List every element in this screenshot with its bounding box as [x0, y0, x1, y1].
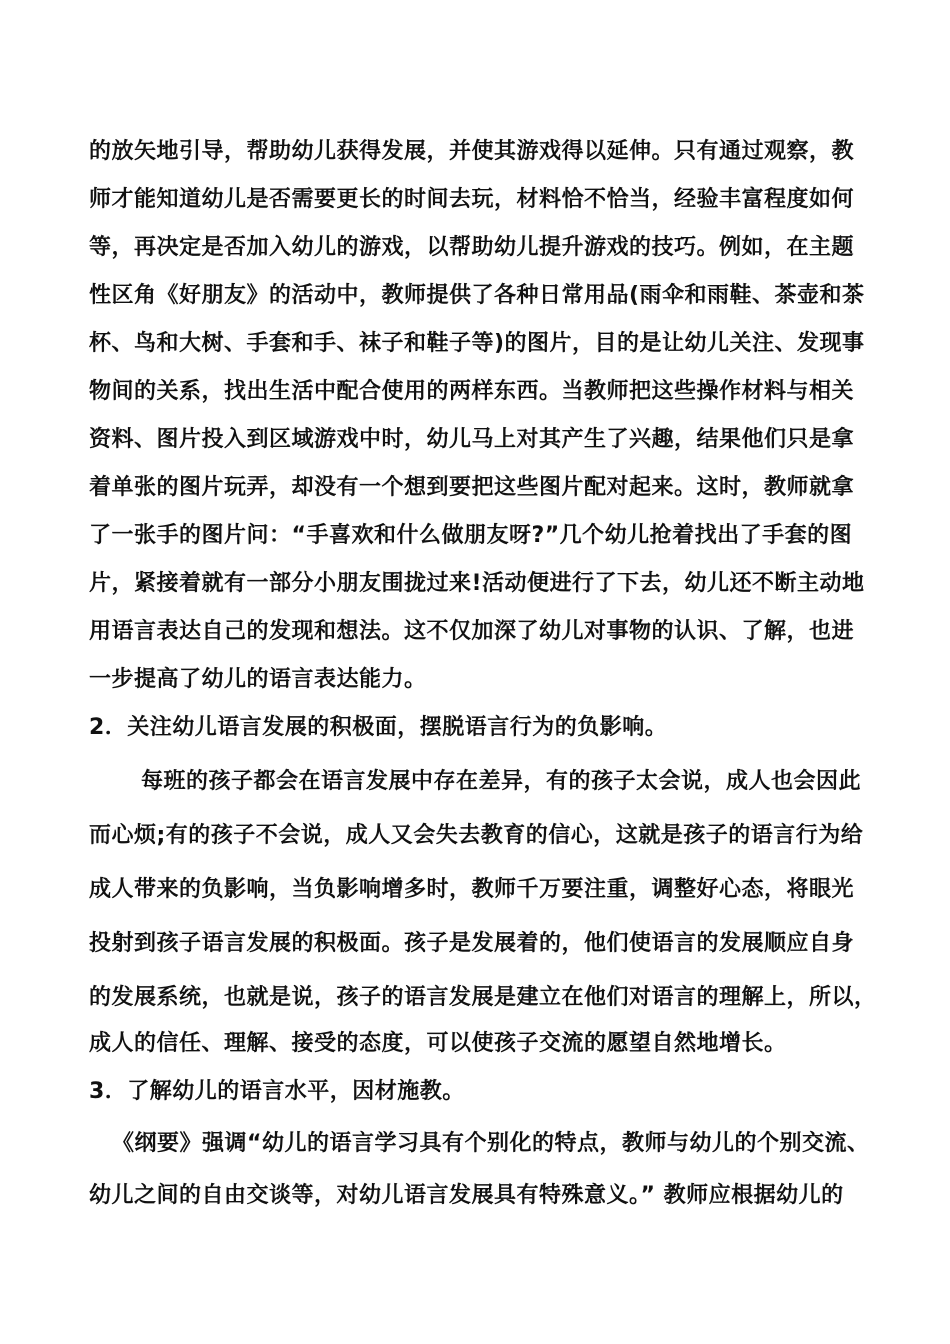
body-text-line: 资料、图片投入到区域游戏中时，幼儿马上对其产生了兴趣，结果他们只是拿 [89, 427, 855, 452]
body-text-line: 了一张手的图片问：“手喜欢和什么做朋友呀?”几个幼儿抢着找出了手套的图 [89, 523, 853, 548]
body-text-line: 等，再决定是否加入幼儿的游戏，以帮助幼儿提升游戏的技巧。例如，在主题 [89, 235, 855, 260]
body-text-line: 的发展系统，也就是说，孩子的语言发展是建立在他们对语言的理解上，所以， [89, 985, 877, 1010]
body-text-line: 性区角《好朋友》的活动中，教师提供了各种日常用品(雨伞和雨鞋、茶壶和茶 [89, 283, 865, 308]
section-heading-3: 3．了解幼儿的语言水平，因材施教。 [89, 1079, 465, 1104]
body-text-line: 幼儿之间的自由交谈等，对幼儿语言发展具有特殊意义。” 教师应根据幼儿的 [89, 1183, 844, 1208]
body-text-line: 成人的信任、理解、接受的态度，可以使孩子交流的愿望自然地增长。 [89, 1031, 787, 1056]
body-text-line: 每班的孩子都会在语言发展中存在差异，有的孩子太会说，成人也会因此 [141, 769, 862, 794]
body-text-line: 投射到孩子语言发展的积极面。孩子是发展着的，他们使语言的发展顺应自身 [89, 931, 855, 956]
section-heading-2: 2．关注幼儿语言发展的积极面，摆脱语言行为的负影响。 [89, 715, 668, 740]
body-text-line: 一步提高了幼儿的语言表达能力。 [89, 667, 427, 692]
body-text-line: 着单张的图片玩弄，却没有一个想到要把这些图片配对起来。这时，教师就拿 [89, 475, 855, 500]
body-text-line: 而心烦;有的孩子不会说，成人又会失去教育的信心，这就是孩子的语言行为给 [89, 823, 864, 848]
body-text-line: 片，紧接着就有一部分小朋友围拢过来!活动便进行了下去，幼儿还不断主动地 [89, 571, 865, 596]
body-text-line: 《纲要》强调“幼儿的语言学习具有个别化的特点，教师与幼儿的个别交流、 [112, 1131, 870, 1156]
body-text-line: 杯、鸟和大树、手套和手、袜子和鞋子等)的图片，目的是让幼儿关注、发现事 [89, 331, 865, 356]
body-text-line: 物间的关系，找出生活中配合使用的两样东西。当教师把这些操作材料与相关 [89, 379, 855, 404]
body-text-line: 成人带来的负影响，当负影响增多时，教师千万要注重，调整好心态，将眼光 [89, 877, 855, 902]
body-text-line: 师才能知道幼儿是否需要更长的时间去玩，材料恰不恰当，经验丰富程度如何 [89, 187, 855, 212]
body-text-line: 的放矢地引导，帮助幼儿获得发展，并使其游戏得以延伸。只有通过观察，教 [89, 139, 855, 164]
body-text-line: 用语言表达自己的发现和想法。这不仅加深了幼儿对事物的认识、了解，也进 [89, 619, 855, 644]
